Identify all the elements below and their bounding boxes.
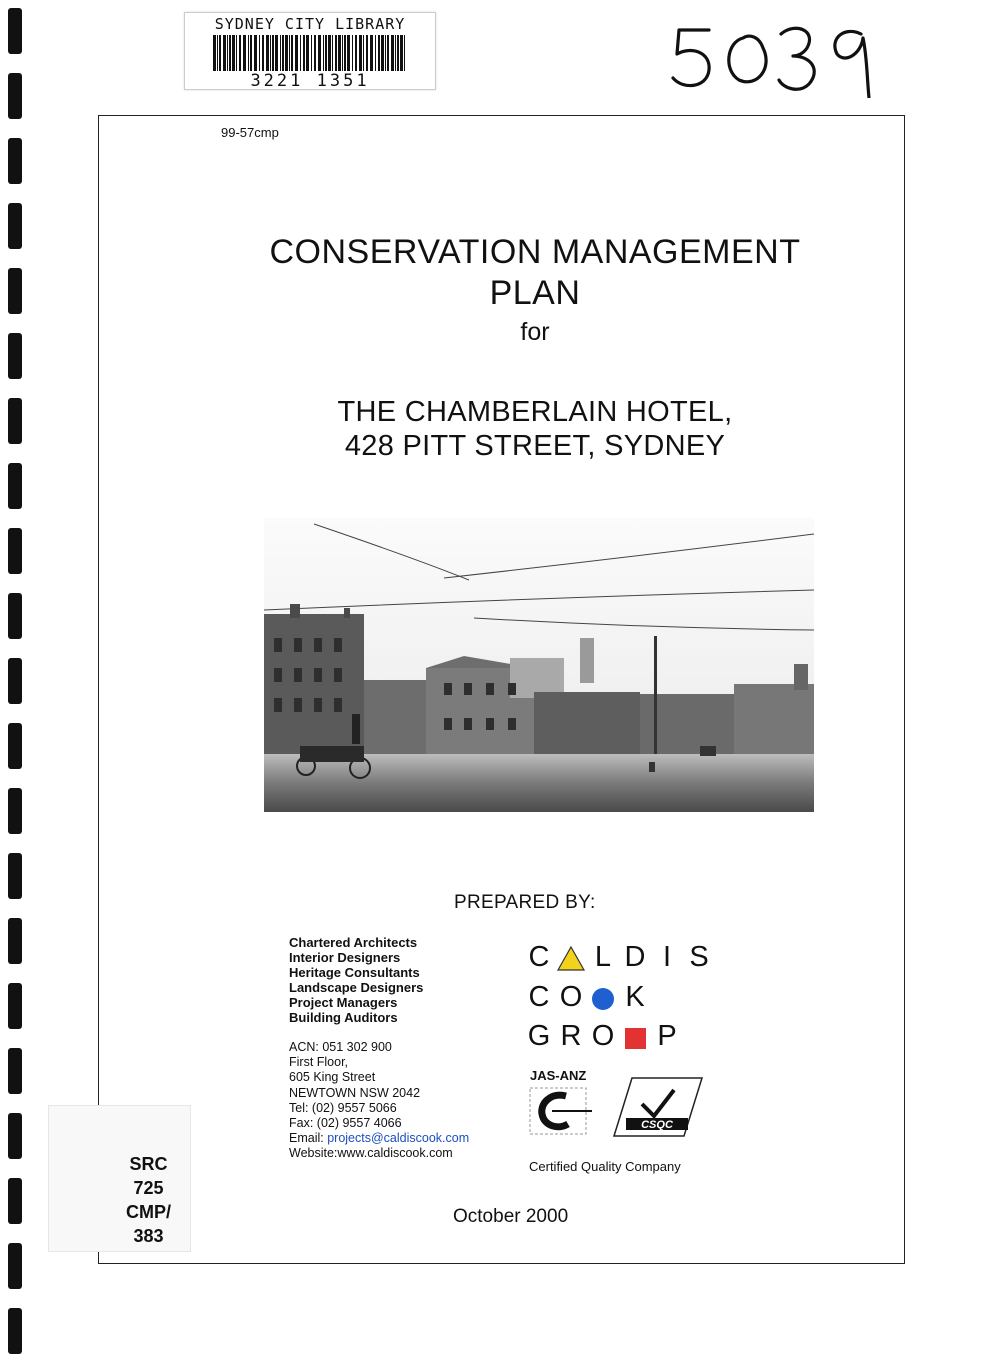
logo-letter: K — [625, 981, 645, 1013]
fax: Fax: (02) 9557 4066 — [289, 1116, 402, 1131]
contact-details — [289, 1040, 469, 1162]
binding-hole — [8, 723, 22, 769]
subject-line-1: THE CHAMBERLAIN HOTEL, — [337, 396, 733, 428]
service-item: Landscape Designers — [289, 980, 424, 995]
binding-hole — [8, 203, 22, 249]
logo-letter: P — [657, 1020, 677, 1052]
jas-anz-logo — [526, 1066, 598, 1138]
binding-hole — [8, 1178, 22, 1224]
service-item: Chartered Architects — [289, 935, 418, 950]
binding-hole — [8, 983, 22, 1029]
logo-letter: R — [560, 1020, 582, 1052]
title-line-2: PLAN — [489, 274, 581, 312]
binding-hole — [8, 73, 22, 119]
svg-text:JAS-ANZ: JAS-ANZ — [530, 1068, 587, 1083]
yellow-triangle-icon — [555, 943, 587, 973]
handwritten-number — [665, 8, 895, 98]
call-number — [111, 1152, 186, 1248]
call-number-line: 383 — [133, 1226, 164, 1246]
title-for: for — [520, 318, 550, 346]
binding-hole — [8, 138, 22, 184]
logo-letter: C — [528, 981, 550, 1013]
acn: ACN: 051 302 900 — [289, 1040, 392, 1054]
email-label: Email: — [289, 1131, 328, 1146]
binding-hole — [8, 8, 22, 54]
document-id: 99-57cmp — [221, 125, 279, 140]
binding-hole — [8, 918, 22, 964]
logo-letter: L — [594, 941, 612, 973]
logo-letter: S — [689, 941, 709, 973]
logo-letter: O — [559, 981, 583, 1013]
historic-street-photo — [264, 518, 814, 812]
barcode-icon — [213, 35, 407, 71]
logo-letter: C — [528, 941, 550, 973]
library-name: SYDNEY CITY LIBRARY — [214, 15, 406, 33]
spiral-binding — [0, 0, 40, 1362]
binding-hole — [8, 658, 22, 704]
red-square-icon — [619, 1022, 651, 1052]
binding-hole — [8, 528, 22, 574]
services-list — [289, 935, 423, 1025]
csqc-logo — [612, 1076, 704, 1138]
service-item: Heritage Consultants — [289, 965, 420, 980]
binding-hole — [8, 463, 22, 509]
service-item: Project Managers — [289, 995, 398, 1010]
logo-letter: G — [527, 1020, 551, 1052]
binding-hole — [8, 268, 22, 314]
binding-hole — [8, 333, 22, 379]
telephone: Tel: (02) 9557 5066 — [289, 1100, 397, 1115]
barcode-number: 3221 1351 — [250, 71, 370, 91]
call-number-line: 725 — [133, 1178, 164, 1198]
subject-line-2: 428 PITT STREET, SYDNEY — [344, 430, 726, 462]
logo-letter: I — [662, 941, 672, 973]
address-line-2: 605 King Street — [289, 1070, 376, 1085]
logo-letter: O — [591, 1020, 615, 1052]
service-item: Building Auditors — [289, 1010, 398, 1025]
logo-row-caldis — [523, 941, 715, 975]
address-line-3: NEWTOWN NSW 2042 — [289, 1085, 421, 1100]
logo-row-group — [523, 1020, 683, 1054]
email-link[interactable]: projects@caldiscook.com — [327, 1131, 470, 1146]
logo-row-cook — [523, 981, 651, 1015]
binding-hole — [8, 1308, 22, 1354]
binding-hole — [8, 853, 22, 899]
address-line-1: First Floor, — [289, 1055, 349, 1070]
binding-hole — [8, 1048, 22, 1094]
binding-hole — [8, 593, 22, 639]
binding-hole — [8, 398, 22, 444]
binding-hole — [8, 1243, 22, 1289]
svg-text:CSQC: CSQC — [641, 1119, 673, 1131]
library-barcode-label — [184, 12, 436, 90]
publication-date: October 2000 — [453, 1206, 569, 1227]
email-row — [289, 1131, 469, 1146]
website: Website:www.caldiscook.com — [289, 1146, 453, 1161]
binding-hole — [8, 788, 22, 834]
binding-hole — [8, 1113, 22, 1159]
prepared-by-heading: PREPARED BY: — [454, 892, 596, 913]
logo-letter: D — [624, 941, 646, 973]
certified-quality-label: Certified Quality Company — [529, 1159, 681, 1174]
call-number-line: CMP/ — [126, 1202, 171, 1222]
title-line-1: CONSERVATION MANAGEMENT — [269, 233, 801, 271]
blue-circle-icon — [587, 983, 619, 1013]
service-item: Interior Designers — [289, 950, 401, 965]
call-number-line: SRC — [129, 1154, 168, 1174]
